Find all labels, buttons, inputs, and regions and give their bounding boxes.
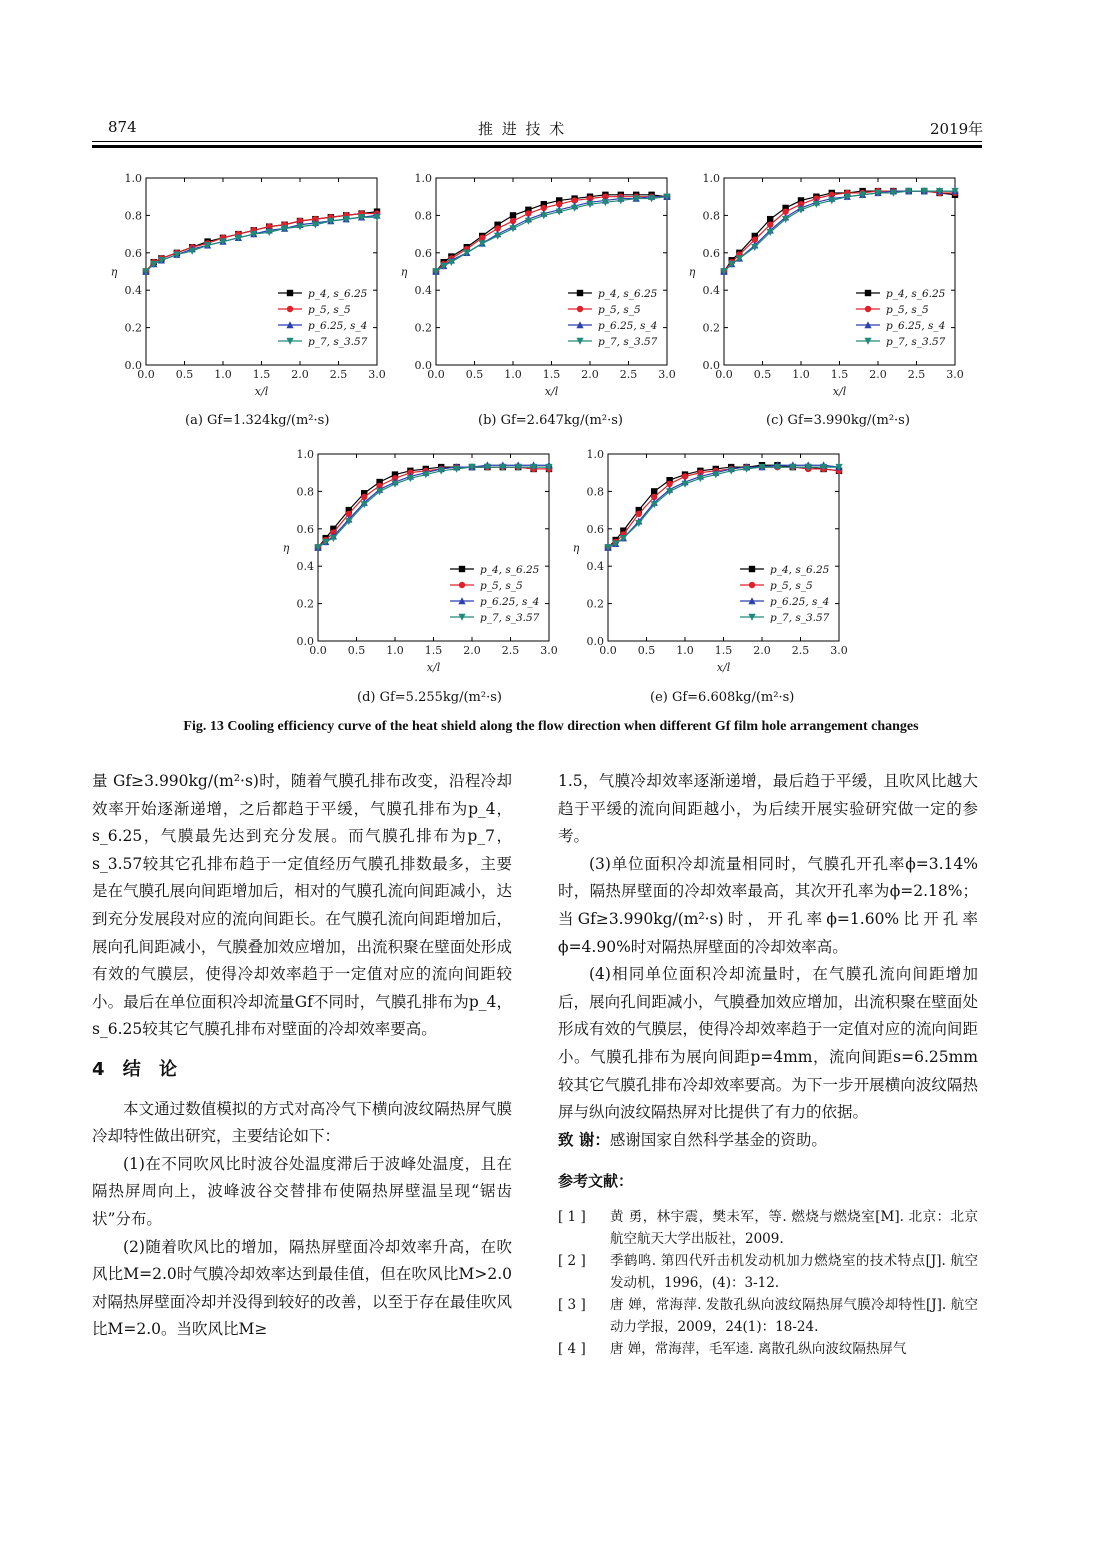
reference-text: 季鹤鸣. 第四代歼击机发动机加力燃烧室的技术特点[J]. 航空发动机，1996，(4)：3-12. — [610, 1252, 978, 1291]
x-axis-label: x/l — [544, 385, 559, 398]
right-column — [558, 768, 978, 1360]
y-tick-label: 1.0 — [586, 448, 604, 461]
body-paragraph: 量 Gf≥3.990kg/(m²·s)时，随着气膜孔排布改变，沿程冷却效率开始逐渐递增，之后都趋于平缓，气膜孔排布为p_4，s_6.25，气膜最先达到充分发展。而气膜孔排布为p_7，s_3.57较其它孔排布趋于一定值经历气膜孔排数最多，主要是在气膜孔展向间距增加后，相对的气膜孔流向间距减小，达到充分发展段对应的流向间距长。在气膜孔流向间距增加后，展向孔间距减小，气膜叠加效应增加，出流积聚在壁面处形成有效的气膜层，使得冷却效率趋于一定值对应的流向间距较小。最后在单位面积冷却流量Gf不同时，气膜孔排布为p_4，s_6.25较其它气膜孔排布对壁面的冷却效率要高。 — [92, 772, 512, 1039]
y-tick-label: 0.4 — [414, 284, 432, 298]
y-axis-label: η — [688, 265, 696, 279]
x-tick-label: 2.5 — [329, 368, 348, 381]
x-tick-label: 3.0 — [830, 644, 848, 657]
journal-year: 2019年 — [930, 120, 984, 138]
y-tick-label: 0.6 — [124, 246, 142, 260]
reference-number: [ 3 ] — [558, 1296, 586, 1313]
y-tick-label: 0.8 — [414, 209, 432, 223]
legend-label: p_4, s_6.25 — [308, 288, 368, 300]
x-tick-label: 2.5 — [619, 368, 638, 381]
x-tick-label: 0.5 — [753, 368, 772, 381]
legend-label: p_6.25, s_4 — [308, 320, 368, 332]
y-tick-label: 0.8 — [586, 485, 604, 499]
y-tick-label: 0.6 — [586, 522, 604, 536]
x-tick-label: 0.0 — [427, 368, 445, 381]
reference-number: [ 4 ] — [558, 1340, 586, 1357]
data-point — [636, 511, 642, 517]
legend-marker — [749, 582, 755, 588]
reference-item — [558, 1250, 978, 1294]
x-tick-label: 2.0 — [581, 368, 599, 381]
y-tick-label: 0.4 — [296, 560, 314, 574]
x-tick-label: 2.5 — [791, 644, 810, 657]
journal-name: 推 进 技 术 — [478, 120, 567, 138]
chart-svg-e — [562, 444, 862, 684]
series-line — [608, 465, 839, 547]
series-line — [608, 467, 839, 547]
y-tick-label: 0.0 — [296, 635, 314, 648]
x-tick-label: 1.5 — [714, 644, 733, 657]
subcaption-e: (e) Gf=6.608kg/(m²·s) — [650, 690, 795, 705]
y-axis-label: η — [400, 265, 408, 279]
legend-label: p_5, s_5 — [886, 304, 929, 316]
y-tick-label: 1.0 — [124, 172, 142, 185]
x-tick-label: 0.0 — [715, 368, 733, 381]
x-tick-label: 3.0 — [658, 368, 676, 381]
legend-label: p_7, s_3.57 — [480, 612, 540, 624]
legend-label: p_5, s_5 — [770, 580, 813, 592]
y-tick-label: 0.0 — [124, 359, 142, 372]
reference-number: [ 2 ] — [558, 1252, 586, 1269]
y-tick-label: 0.6 — [414, 246, 432, 260]
chart-panel-b — [390, 168, 690, 438]
x-tick-label: 2.5 — [907, 368, 926, 381]
y-tick-label: 0.0 — [414, 359, 432, 372]
conclusion-item: (2)随着吹风比的增加，隔热屏壁面冷却效率升高，在吹风比M=2.0时气膜冷却效率达到最佳值，但在吹风比M>2.0对隔热屏壁面冷却并没得到较好的改善，以至于存在最佳吹风比M=2.0。当吹风比M≥ — [92, 1237, 512, 1339]
body-paragraph: 本文通过数值模拟的方式对高冷气下横向波纹隔热屏气膜冷却特性做出研究，主要结论如下： — [92, 1099, 512, 1146]
reference-text: 唐 婵，常海萍，毛军逵. 离散孔纵向波纹隔热屏气 — [610, 1340, 907, 1357]
x-tick-label: 0.5 — [175, 368, 194, 381]
legend-label: p_6.25, s_4 — [770, 596, 830, 608]
x-tick-label: 1.0 — [214, 368, 232, 381]
series-line — [318, 467, 549, 547]
x-axis-label: x/l — [254, 385, 269, 398]
y-tick-label: 1.0 — [702, 172, 720, 185]
y-axis-label: η — [572, 541, 580, 555]
conclusion-item: (4)相同单位面积冷却流量时，在气膜孔流向间距增加后，展向孔间距减小，气膜叠加效应增加，出流积聚在壁面处形成有效的气膜层，使得冷却效率趋于一定值对应的流向间距小。气膜孔排布为展向间距p=4mm，流向间距s=6.25mm较其它气膜孔排布冷却效率要高。为下一步开展横向波纹隔热屏与纵向波纹隔热屏对比提供了有力的依据。 — [558, 965, 978, 1122]
x-tick-label: 1.5 — [542, 368, 561, 381]
reference-text: 黄 勇，林宇震，樊未军，等. 燃烧与燃烧室[M]. 北京：北京航空航天大学出版社，2009. — [610, 1208, 978, 1247]
page-number: 874 — [108, 118, 137, 136]
subcaption-a: (a) Gf=1.324kg/(m²·s) — [185, 413, 330, 428]
series-line — [318, 467, 549, 547]
x-tick-label: 0.5 — [465, 368, 484, 381]
y-tick-label: 0.4 — [124, 284, 142, 298]
legend-label: p_5, s_5 — [308, 304, 351, 316]
subcaption-b: (b) Gf=2.647kg/(m²·s) — [478, 413, 623, 428]
y-tick-label: 0.6 — [702, 246, 720, 260]
x-tick-label: 1.5 — [424, 644, 443, 657]
x-tick-label: 3.0 — [946, 368, 964, 381]
x-tick-label: 0.5 — [347, 644, 366, 657]
y-tick-label: 0.4 — [702, 284, 720, 298]
legend-label: p_6.25, s_4 — [886, 320, 946, 332]
reference-text: 唐 婵，常海萍. 发散孔纵向波纹隔热屏气膜冷却特性[J]. 航空动力学报，2009，24(1)：18-24. — [610, 1296, 978, 1335]
series-line — [436, 197, 667, 272]
y-tick-label: 0.2 — [124, 321, 142, 335]
x-tick-label: 2.0 — [463, 644, 481, 657]
header-rule-thick — [92, 145, 982, 148]
x-tick-label: 1.5 — [830, 368, 849, 381]
figure-caption: Fig. 13 Cooling efficiency curve of the heat shield along the flow direction when different Gf film hole arrangement changes — [183, 719, 919, 734]
x-tick-label: 0.5 — [637, 644, 656, 657]
chart-svg-c — [678, 168, 978, 408]
data-point — [510, 212, 516, 218]
legend-marker — [577, 306, 583, 312]
chart-panel-a — [100, 168, 400, 438]
reference-number: [ 1 ] — [558, 1208, 586, 1225]
y-tick-label: 1.0 — [414, 172, 432, 185]
series-line — [436, 197, 667, 272]
reference-item — [558, 1338, 978, 1360]
y-tick-label: 0.6 — [296, 522, 314, 536]
legend-marker — [749, 566, 755, 572]
legend-marker — [865, 290, 871, 296]
legend-label: p_6.25, s_4 — [480, 596, 540, 608]
header-rule-thin — [92, 141, 982, 142]
conclusion-item: (1)在不同吹风比时波谷处温度滞后于波峰处温度，且在隔热屏周向上，波峰波谷交替排布使隔热屏壁温呈现“锯齿状”分布。 — [92, 1154, 512, 1228]
legend-label: p_4, s_6.25 — [598, 288, 658, 300]
series-line — [608, 467, 839, 547]
y-axis-label: η — [110, 265, 118, 279]
legend-label: p_5, s_5 — [480, 580, 523, 592]
chart-svg-a — [100, 168, 400, 408]
references-heading: 参考文献： — [558, 1172, 634, 1191]
x-tick-label: 0.0 — [599, 644, 617, 657]
x-tick-label: 1.0 — [792, 368, 810, 381]
x-tick-label: 2.0 — [869, 368, 887, 381]
chart-svg-d — [272, 444, 572, 684]
section-heading: 4 结 论 — [92, 1058, 184, 1080]
y-tick-label: 0.8 — [702, 209, 720, 223]
x-tick-label: 3.0 — [368, 368, 386, 381]
legend-marker — [865, 306, 871, 312]
conclusion-item: (3)单位面积冷却流量相同时，气膜孔开孔率ϕ=3.14%时，隔热屏壁面的冷却效率最高，其次开孔率为ϕ=2.18%；当Gf≥3.990kg/(m²·s)时，开孔率ϕ=1.60%比开孔率ϕ=4.90%时对隔热屏壁面的冷却效率高。 — [558, 854, 978, 956]
y-tick-label: 0.8 — [296, 485, 314, 499]
x-tick-label: 0.0 — [309, 644, 327, 657]
x-tick-label: 2.0 — [753, 644, 771, 657]
y-tick-label: 0.2 — [414, 321, 432, 335]
y-tick-label: 0.2 — [586, 597, 604, 611]
legend-label: p_4, s_6.25 — [770, 564, 830, 576]
chart-svg-b — [390, 168, 690, 408]
body-paragraph: 1.5，气膜冷却效率逐渐递增，最后趋于平缓，且吹风比越大趋于平缓的流向间距越小，为后续开展实验研究做一定的参考。 — [558, 772, 978, 846]
legend-label: p_4, s_6.25 — [480, 564, 540, 576]
y-tick-label: 0.0 — [586, 635, 604, 648]
x-axis-label: x/l — [832, 385, 847, 398]
x-tick-label: 1.0 — [386, 644, 404, 657]
x-axis-label: x/l — [426, 661, 441, 674]
series-line — [146, 215, 377, 271]
legend-marker — [287, 290, 293, 296]
y-tick-label: 0.0 — [702, 359, 720, 372]
legend-marker — [287, 306, 293, 312]
subcaption-c: (c) Gf=3.990kg/(m²·s) — [766, 413, 910, 428]
y-tick-label: 0.2 — [296, 597, 314, 611]
x-tick-label: 3.0 — [540, 644, 558, 657]
x-axis-label: x/l — [716, 661, 731, 674]
legend-label: p_5, s_5 — [598, 304, 641, 316]
legend-marker — [459, 582, 465, 588]
y-tick-label: 0.4 — [586, 560, 604, 574]
legend-label: p_7, s_3.57 — [886, 336, 946, 348]
left-column — [92, 768, 512, 1344]
data-point — [651, 488, 657, 494]
legend-label: p_7, s_3.57 — [770, 612, 830, 624]
acknowledgement-label: 致 谢： — [558, 1130, 610, 1149]
x-tick-label: 1.5 — [252, 368, 271, 381]
reference-item — [558, 1294, 978, 1338]
data-point — [767, 216, 773, 222]
chart-panel-d — [272, 444, 572, 714]
reference-item — [558, 1206, 978, 1250]
legend-label: p_6.25, s_4 — [598, 320, 658, 332]
series-line — [146, 217, 377, 271]
chart-panel-c — [678, 168, 978, 438]
legend-label: p_4, s_6.25 — [886, 288, 946, 300]
legend-label: p_7, s_3.57 — [308, 336, 368, 348]
y-tick-label: 0.2 — [702, 321, 720, 335]
chart-panel-e — [562, 444, 862, 714]
y-tick-label: 1.0 — [296, 448, 314, 461]
legend-label: p_7, s_3.57 — [598, 336, 658, 348]
acknowledgement — [558, 1127, 978, 1155]
acknowledgement-text: 感谢国家自然科学基金的资助。 — [609, 1130, 827, 1149]
y-tick-label: 0.8 — [124, 209, 142, 223]
series-line — [436, 197, 667, 272]
legend-marker — [459, 566, 465, 572]
subcaption-d: (d) Gf=5.255kg/(m²·s) — [357, 690, 502, 705]
y-axis-label: η — [282, 541, 290, 555]
series-line — [724, 191, 955, 271]
legend-marker — [577, 290, 583, 296]
series-line — [146, 214, 377, 272]
x-tick-label: 2.5 — [501, 644, 520, 657]
series-line — [318, 467, 549, 547]
x-tick-label: 1.0 — [676, 644, 694, 657]
x-tick-label: 2.0 — [291, 368, 309, 381]
series-line — [146, 212, 377, 272]
x-tick-label: 0.0 — [137, 368, 155, 381]
x-tick-label: 1.0 — [504, 368, 522, 381]
